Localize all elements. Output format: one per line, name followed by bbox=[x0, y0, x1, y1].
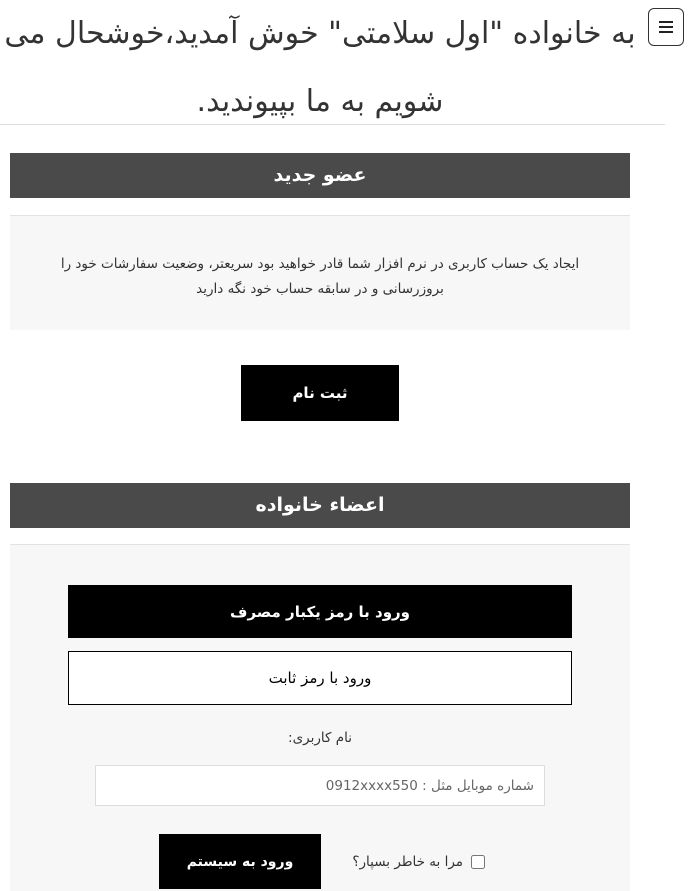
new-member-heading: عضو جدید bbox=[10, 153, 630, 198]
register-button[interactable]: ثبت نام bbox=[241, 365, 399, 421]
otp-login-button[interactable]: ورود با رمز یکبار مصرف bbox=[68, 585, 572, 638]
title-divider bbox=[0, 124, 665, 125]
remember-me-checkbox[interactable] bbox=[471, 855, 485, 869]
hamburger-icon bbox=[659, 21, 673, 33]
username-input[interactable] bbox=[95, 765, 545, 806]
remember-me-label: مرا به خاطر بسپار؟ bbox=[352, 854, 463, 870]
family-members-heading: اعضاء خانواده bbox=[10, 483, 630, 528]
menu-toggle-button[interactable] bbox=[648, 8, 684, 46]
remember-me[interactable] bbox=[340, 850, 485, 874]
new-member-description: ایجاد یک حساب کاربری در نرم افزار شما قادر خواهید بود سریعتر، وضعیت سفارشات خود را بروزرسانی و در سابقه حساب خود نگه دارید bbox=[60, 256, 580, 297]
login-submit-button[interactable]: ورود به سیستم bbox=[159, 834, 321, 889]
username-label: نام کاربری: bbox=[288, 730, 352, 746]
static-password-login-button[interactable]: ورود با رمز ثابت bbox=[68, 651, 572, 705]
page-title: به خانواده "اول سلامتی" خوش آمدید،خوشحال می شویم به ما بپیوندید. bbox=[4, 16, 636, 119]
